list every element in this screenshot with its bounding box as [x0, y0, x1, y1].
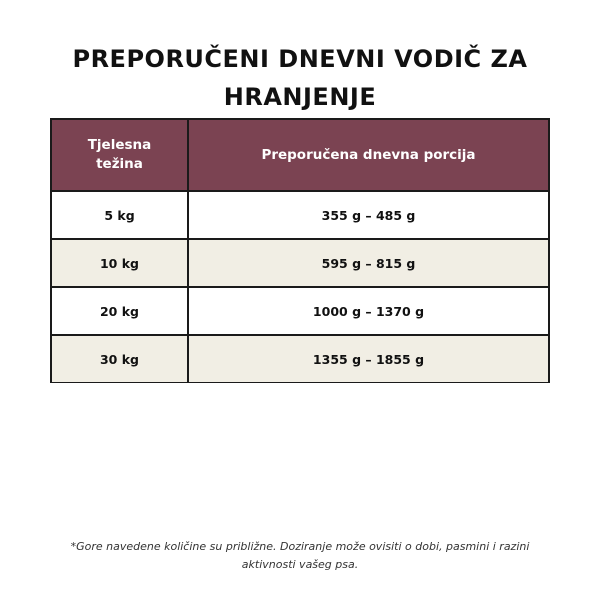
title-line-1: PREPORUČENI DNEVNI VODIČ ZA: [72, 45, 528, 73]
cell-portion: 595 g – 815 g: [188, 239, 548, 287]
cell-weight: 30 kg: [52, 335, 188, 382]
footnote-line-2: aktivnosti vašeg psa.: [241, 558, 359, 571]
feeding-guide-table: [52, 120, 548, 382]
footnote-line-1: *Gore navedene količine su približne. Doziranje može ovisiti o dobi, pasmini i razini: [70, 540, 530, 553]
cell-weight: 20 kg: [52, 287, 188, 335]
table-row: [52, 335, 548, 382]
cell-portion: 355 g – 485 g: [188, 191, 548, 239]
feeding-table: [50, 118, 550, 383]
cell-weight: 10 kg: [52, 239, 188, 287]
table-row: [52, 191, 548, 239]
cell-portion: 1355 g – 1855 g: [188, 335, 548, 382]
cell-weight: 5 kg: [52, 191, 188, 239]
footnote: [40, 538, 560, 574]
header-daily-portion: Preporučena dnevna porcija: [188, 120, 548, 191]
page-title: [40, 40, 560, 116]
title-line-2: HRANJENJE: [223, 83, 377, 111]
table-row: [52, 239, 548, 287]
header-body-weight: Tjelesna težina: [52, 120, 188, 191]
table-header-row: [52, 120, 548, 191]
table-row: [52, 287, 548, 335]
cell-portion: 1000 g – 1370 g: [188, 287, 548, 335]
